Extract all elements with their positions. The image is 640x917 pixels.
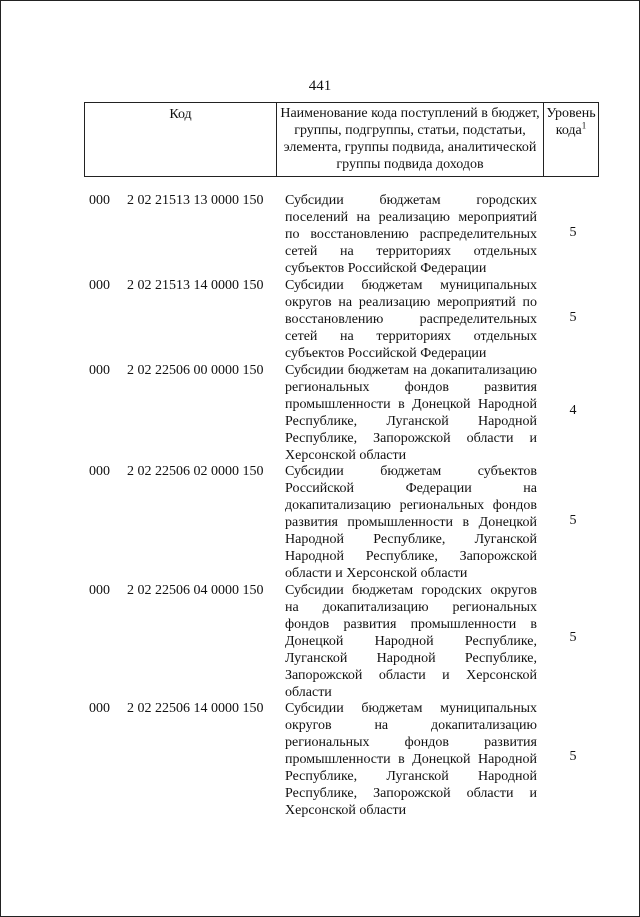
row-admin-code: 000 xyxy=(89,193,110,208)
row-description: Субсидии бюджетам городских поселений на реализацию мероприятий по восстановлению распределительных сетей на территориях отдельных субъектов Российской Федерации xyxy=(285,193,537,276)
row-admin-code: 000 xyxy=(89,363,110,378)
row-level: 4 xyxy=(569,403,577,418)
row-admin-code: 000 xyxy=(89,278,110,293)
header-level-footnote: 1 xyxy=(581,120,587,131)
row-level: 5 xyxy=(569,310,577,325)
row-description: Субсидии бюджетам субъектов Российской Федерации на докапитализацию региональных фондов развития промышленности в Донецкой Народной Республике, Луганской Народной Республике, Запорожской области и Херсонской области xyxy=(285,464,537,581)
row-admin-code: 000 xyxy=(89,701,110,716)
row-level: 5 xyxy=(569,749,577,764)
header-level-label: Уровень кода xyxy=(546,106,596,138)
row-description: Субсидии бюджетам на докапитализацию региональных фондов развития промышленности в Донецкой Народной Республике, Луганской Народной Республике, Запорожской области и Херсонской области xyxy=(285,363,537,463)
table-header xyxy=(84,102,599,177)
row-income-code: 2 02 22506 02 0000 150 xyxy=(127,464,264,479)
page-number: 441 xyxy=(308,78,332,94)
row-level: 5 xyxy=(569,225,577,240)
row-income-code: 2 02 22506 00 0000 150 xyxy=(127,363,264,378)
header-code: Код xyxy=(85,103,277,177)
row-income-code: 2 02 22506 04 0000 150 xyxy=(127,583,264,598)
header-level xyxy=(544,103,599,177)
row-income-code: 2 02 21513 14 0000 150 xyxy=(127,278,264,293)
row-income-code: 2 02 22506 14 0000 150 xyxy=(127,701,264,716)
row-description: Субсидии бюджетам муниципальных округов на докапитализацию региональных фондов развития промышленности в Донецкой Народной Республике, Луганской Народной Республике, Запорожской области и Херсонской области xyxy=(285,701,537,818)
row-level: 5 xyxy=(569,630,577,645)
row-income-code: 2 02 21513 13 0000 150 xyxy=(127,193,264,208)
row-admin-code: 000 xyxy=(89,464,110,479)
header-name: Наименование кода поступлений в бюджет, группы, подгруппы, статьи, подстатьи, элемента, группы подвида, аналитической группы подвида доходов xyxy=(277,103,544,177)
row-description: Субсидии бюджетам муниципальных округов на реализацию мероприятий по восстановлению распределительных сетей на территориях отдельных субъектов Российской Федерации xyxy=(285,278,537,361)
row-description: Субсидии бюджетам городских округов на докапитализацию региональных фондов развития промышленности в Донецкой Народной Республике, Луганской Народной Республике, Запорожской области и Херсонской области xyxy=(285,583,537,700)
row-admin-code: 000 xyxy=(89,583,110,598)
row-level: 5 xyxy=(569,513,577,528)
